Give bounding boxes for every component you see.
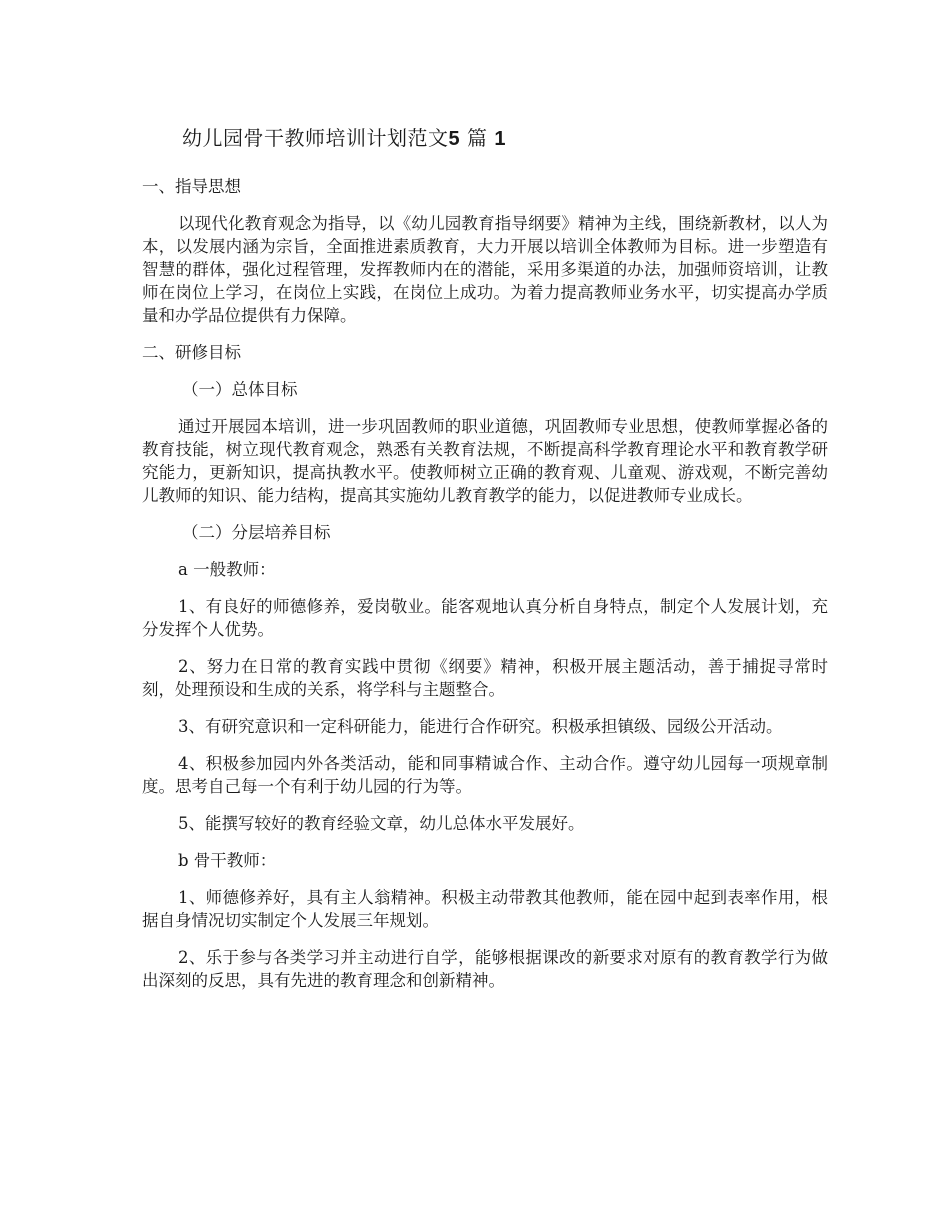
label-backbone-teachers: b 骨干教师： — [178, 851, 277, 870]
list-item-backbone: 2、乐于参与各类学习并主动进行自学，能够根据课改的新要求对原有的教育教学行为做出深刻的反思，具有先进的教育理念和创新精神。 — [142, 948, 828, 990]
document-title — [182, 124, 828, 153]
subheading-layered-goals: （二）分层培养目标 — [182, 523, 331, 542]
title-main: 幼儿园骨干教师培训计划范文 — [182, 126, 449, 150]
subheading-overall-goals: （一）总体目标 — [182, 380, 298, 399]
paragraph-overall-goals: 通过开展园本培训，进一步巩固教师的职业道德，巩固教师专业思想，使教师掌握必备的教育技能，树立现代教育观念，熟悉有关教育法规，不断提高科学教育理论水平和教育教学研究能力，更新知识，提高执教水平。使教师树立正确的教育观、儿童观、游戏观，不断完善幼儿教师的知识、能力结构，提高其实施幼儿教育教学的能力，以促进教师专业成长。 — [142, 417, 828, 505]
list-item-backbone: 1、师德修养好，具有主人翁精神。积极主动带教其他教师，能在园中起到表率作用，根据自身情况切实制定个人发展三年规划。 — [142, 888, 828, 930]
section-heading-guiding-ideology: 一、指导思想 — [142, 177, 241, 196]
title-index: 1 — [494, 128, 506, 150]
list-item-general: 2、努力在日常的教育实践中贯彻《纲要》精神，积极开展主题活动，善于捕捉寻常时刻，处理预设和生成的关系，将学科与主题整合。 — [142, 657, 828, 699]
label-general-teachers: a 一般教师： — [178, 560, 276, 579]
list-item-general: 3、有研究意识和一定科研能力，能进行合作研究。积极承担镇级、园级公开活动。 — [178, 717, 783, 736]
list-item-general: 5、能撰写较好的教育经验文章，幼儿总体水平发展好。 — [178, 814, 585, 833]
section-heading-training-goals: 二、研修目标 — [142, 343, 241, 362]
title-number: 5 — [448, 128, 461, 150]
list-item-general: 4、积极参加园内外各类活动，能和同事精诚合作、主动合作。遵守幼儿园每一项规章制度。思考自己每一个有利于幼儿园的行为等。 — [142, 754, 828, 796]
title-suffix: 篇 — [466, 126, 488, 150]
paragraph-guiding-ideology: 以现代化教育观念为指导，以《幼儿园教育指导纲要》精神为主线，围绕新教材，以人为本，以发展内涵为宗旨，全面推进素质教育，大力开展以培训全体教师为目标。进一步塑造有智慧的群体，强化过程管理，发挥教师内在的潜能，采用多渠道的办法，加强师资培训，让教师在岗位上学习，在岗位上实践，在岗位上成功。为着力提高教师业务水平，切实提高办学质量和办学品位提供有力保障。 — [142, 214, 828, 325]
document-body — [142, 124, 828, 1006]
list-item-general: 1、有良好的师德修养，爱岗敬业。能客观地认真分析自身特点，制定个人发展计划，充分发挥个人优势。 — [142, 597, 828, 639]
